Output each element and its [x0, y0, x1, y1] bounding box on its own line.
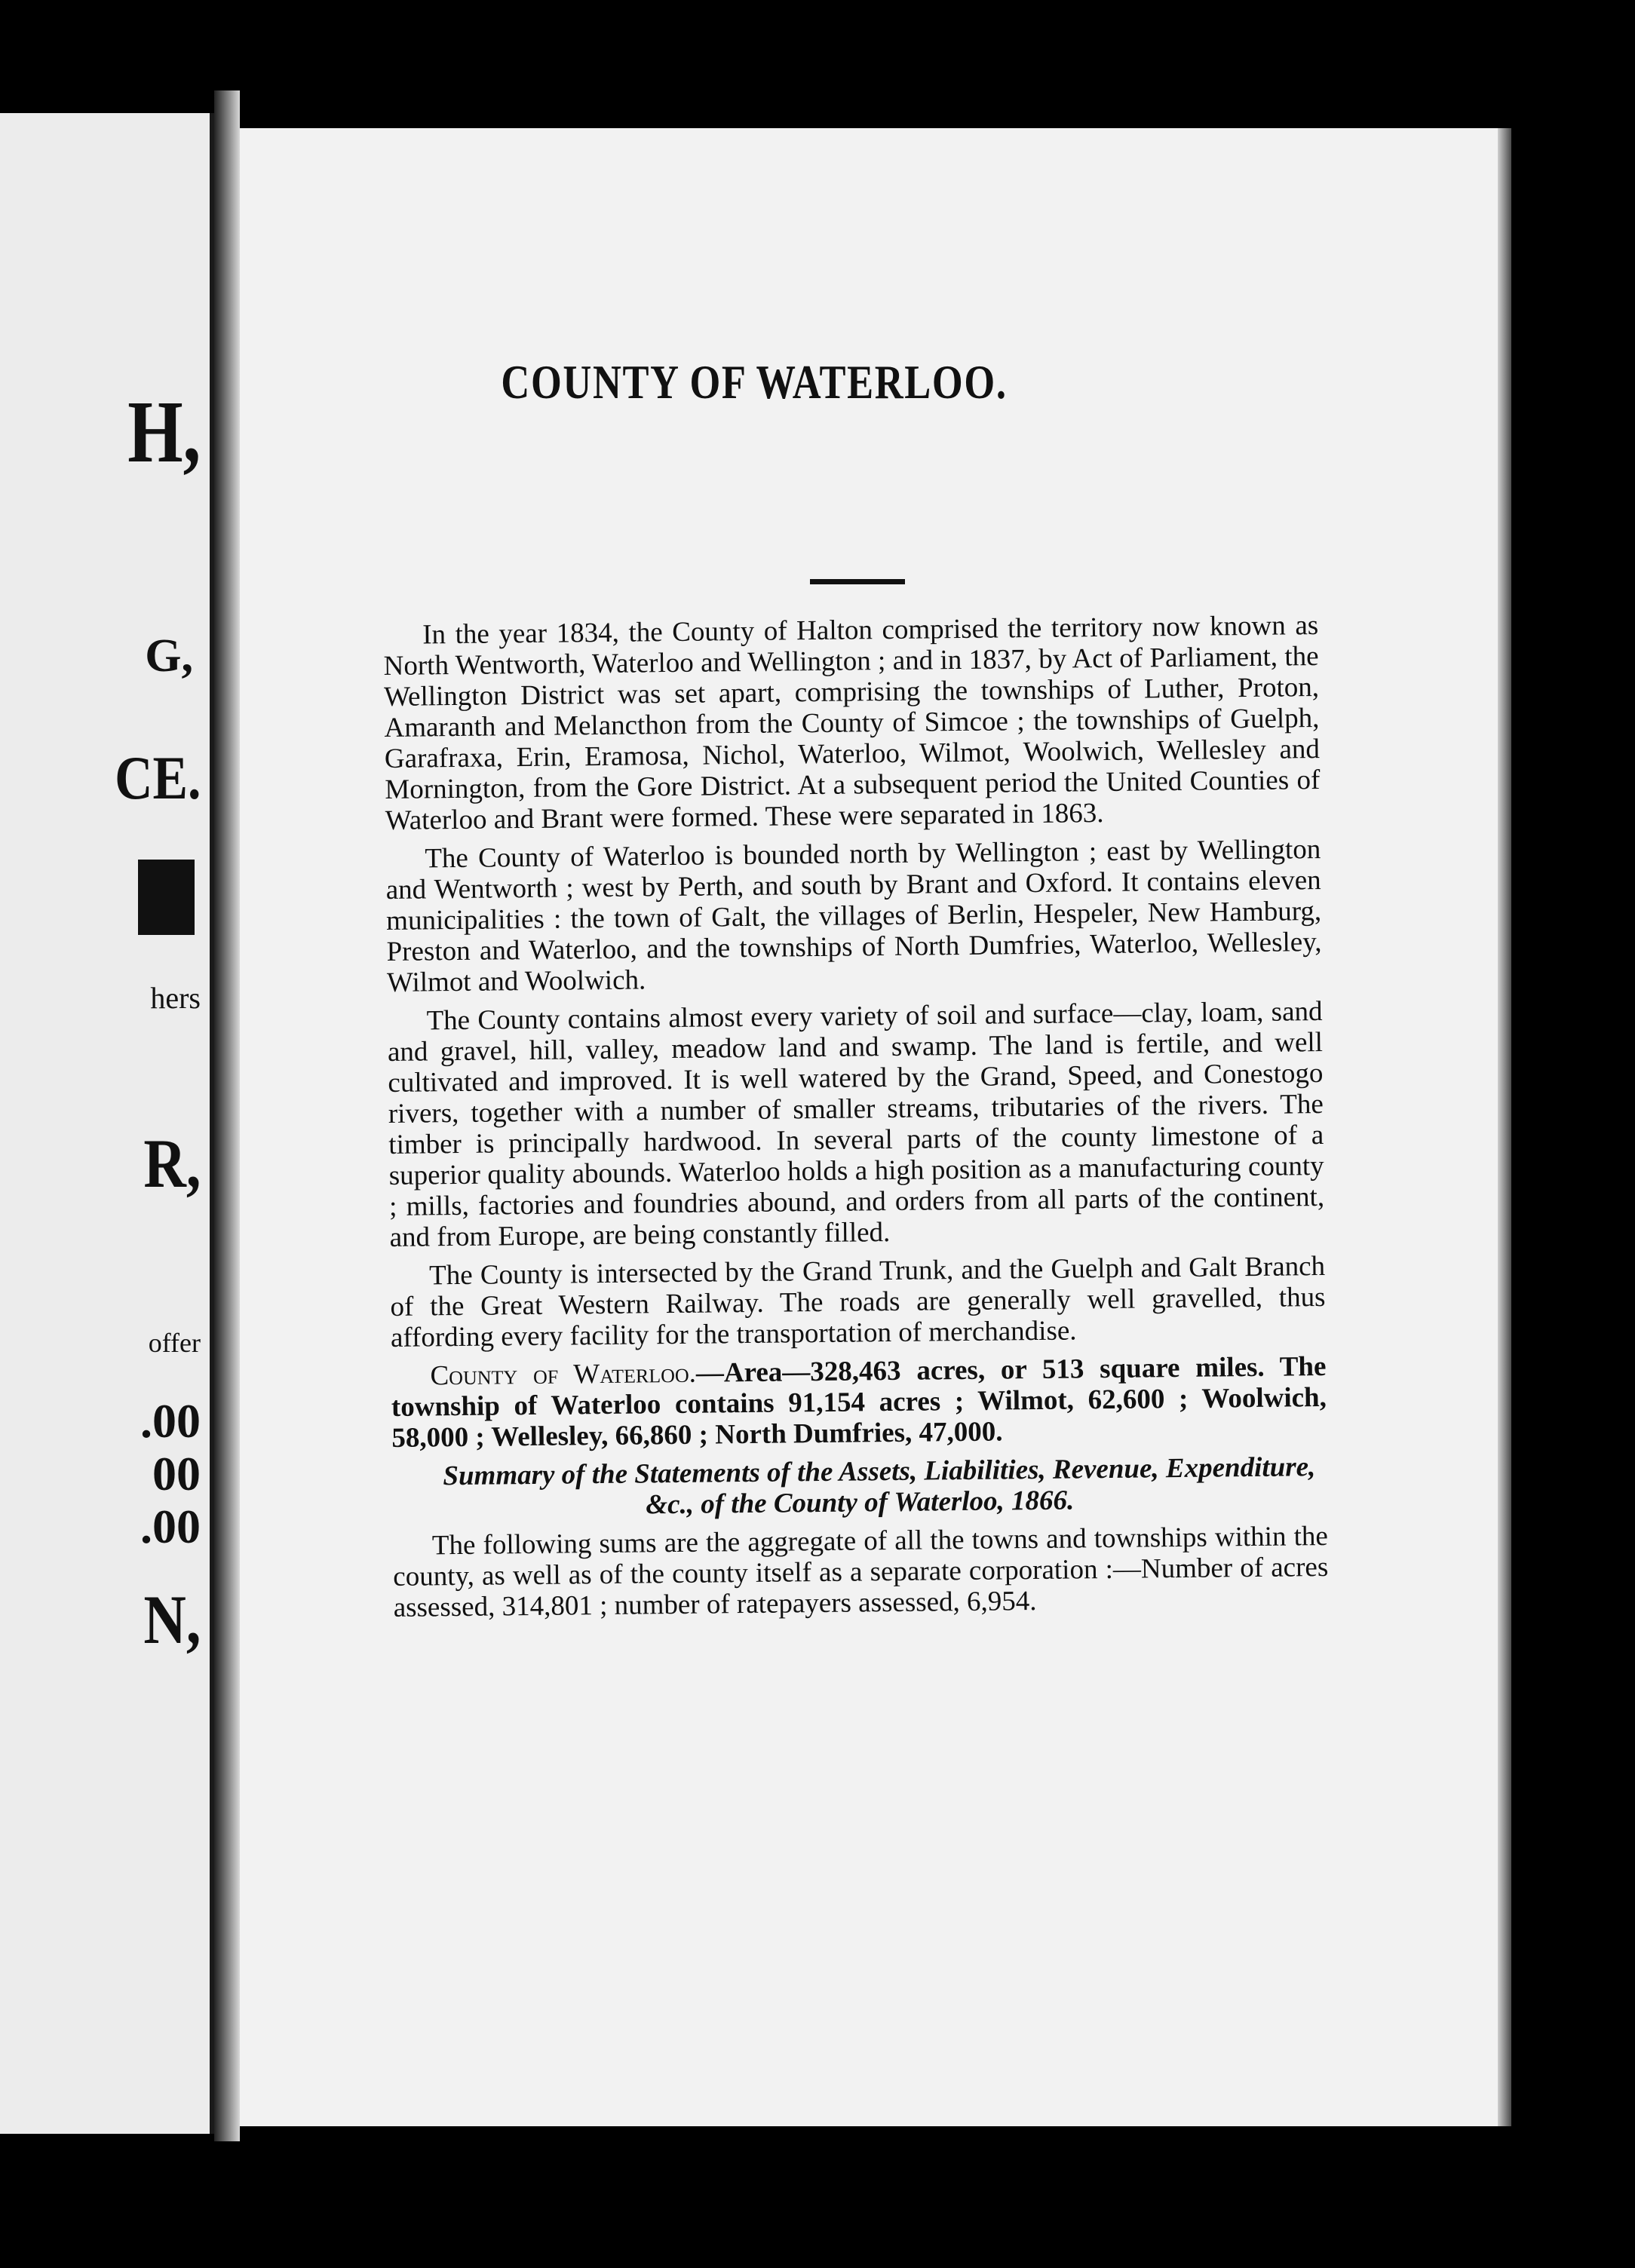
left-facing-page — [0, 113, 214, 2134]
left-page-fragment: offer — [148, 1328, 201, 1358]
area-text: —Area—328,463 acres, or 513 square miles. The township of Waterloo contains 91,154 acres ; Wilmot, 62,600 ; Woolwich, 58,000 ; Wellesley, 66,860 ; North Dumfries, 47,000. — [391, 1350, 1327, 1454]
summary-heading: Summary of the Statements of the Assets, Liabilities, Revenue, Expenditure, &c., of the County of Waterloo, 1866. — [443, 1451, 1316, 1521]
paragraph: In the year 1834, the County of Halton comprised the territory now known as North Wentworth, Waterloo and Wellington ; and in 1837, by Act of Parliament, the Wellington District was set apart, comprising the townships of Luther, Proton, Amaranth and Melancthon from the County of Simcoe ; the townships of Guelph, Garafraxa, Erin, Eramosa, Nichol, Waterloo, Wilmot, Woolwich, Wellesley and Mornington, from the Gore District. At a subsequent period the United Counties of Waterloo and Brant were formed. These were separated in 1863. — [383, 610, 1321, 836]
title-divider — [810, 579, 905, 584]
left-page-fragment: H, — [127, 382, 201, 481]
left-page-fragment: R, — [143, 1125, 201, 1202]
left-page-fragment: .00 — [140, 1394, 201, 1448]
left-page-ornament — [138, 860, 195, 935]
book-spine — [214, 90, 240, 2141]
left-page-fragment: hers — [150, 981, 201, 1015]
area-label: County of Waterloo. — [430, 1357, 697, 1392]
paragraph: The County of Waterloo is bounded north by Wellington ; east by Wellington and Wentworth ; west by Perth, and south by Brant and Oxford. It contains eleven municipalities : the town of Galt, the villages of Berlin, Hespeler, New Hamburg, Preston and Waterloo, and the townships of North Dumfries, Waterloo, Wellesley, Wilmot and Woolwich. — [385, 833, 1322, 998]
left-page-fragment: G, — [145, 630, 193, 682]
paragraph: The County is intersected by the Grand Trunk, and the Guelph and Galt Branch of the Great Western Railway. The roads are generally well gravelled, thus affording every facility for the transportation of merchandise. — [390, 1250, 1326, 1353]
left-page-fragment: .00 — [140, 1500, 201, 1553]
page-title: COUNTY OF WATERLOO. — [501, 355, 1008, 409]
summary-paragraph: The following sums are the aggregate of all the towns and townships within the county, as well as of the county itself as a separate corporation :—Number of acres assessed, 314,801 ; number of ratepayers assessed, 6,954. — [393, 1520, 1329, 1623]
paragraph: The County contains almost every variety of soil and surface—clay, loam, sand and gravel, hill, valley, meadow land and swamp. The land is fertile, and well cultivated and improved. It is well watered by the Grand, Speed, and Conestogo rivers, together with a number of smaller streams, tributaries of the rivers. The timber is principally hardwood. In several parts of the county limestone of a superior quality abounds. Waterloo holds a high position as a manufacturing county ; mills, factories and foundries abound, and orders from all parts of the continent, and from Europe, are being constantly filled. — [387, 995, 1325, 1253]
area-paragraph — [391, 1351, 1327, 1454]
left-page-fragment: 00 — [152, 1447, 201, 1500]
page-edge-shadow — [1498, 128, 1511, 2126]
left-page-fragment: CE. — [114, 743, 201, 812]
body-text — [383, 610, 1329, 1631]
left-page-fragment: N, — [143, 1581, 201, 1658]
